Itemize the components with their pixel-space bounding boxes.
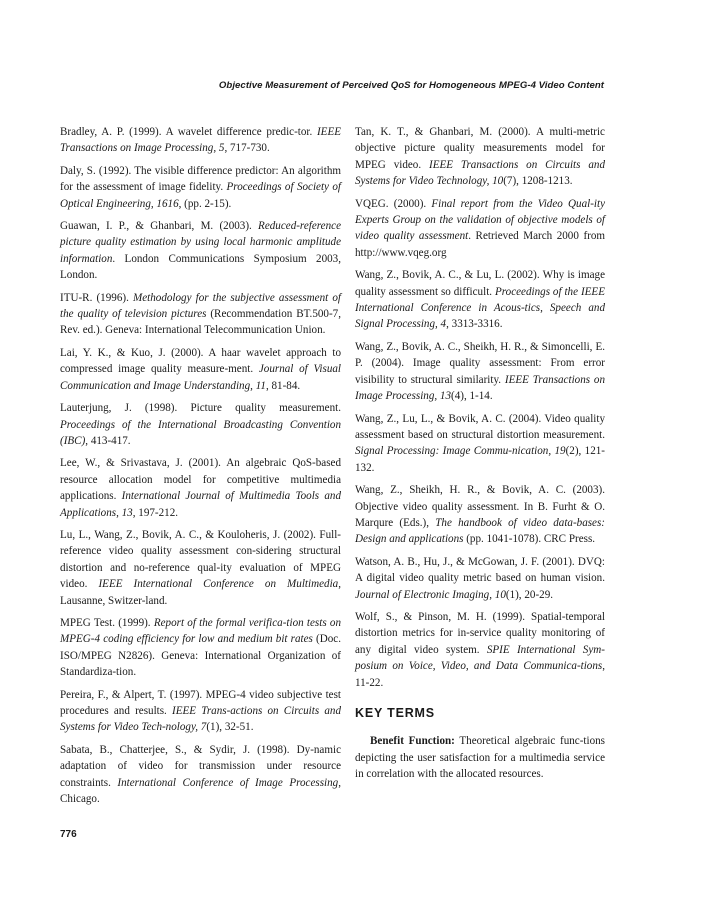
reference-entry: Sabata, B., Chatterjee, S., & Sydir, J. (1998). Dy-namic adaptation of video for transmission under resource constraints. International Conference of Image Processing, Chicago.: [60, 743, 341, 806]
reference-entry: Lee, W., & Srivastava, J. (2001). An algebraic QoS-based resource allocation model for competitive multimedia applications. International Journal of Multimedia Tools and Applications, 13, 197-212.: [60, 457, 342, 519]
reference-entry: Lauterjung, J. (1998). Picture quality measurement. Proceedings of the International Broadcasting Convention (IBC), 413-417.: [60, 402, 341, 447]
reference-entry: VQEG. (2000). Final report from the Video Qual-ity Experts Group on the validation of objective models of video quality assessment. Retrieved March 2000 from http://www.vqeg.org: [355, 197, 606, 259]
references-column-left: [60, 124, 341, 813]
reference-entry: ITU-R. (1996). Methodology for the subjective assessment of the quality of television pictures (Recommendation BT.500-7, Rev. ed.). Geneva: International Telecommunication Union.: [60, 291, 341, 337]
reference-entry: Guawan, I. P., & Ghanbari, M. (2003). Reduced-reference picture quality estimation by using local harmonic amplitude information. London Communications Symposium 2003, London.: [60, 220, 341, 282]
reference-entry: Wang, Z., Lu, L., & Bovik, A. C. (2004). Video quality assessment based on structural distortion measurement. Signal Processing: Image Commu-nication, 19(2), 121-132.: [355, 412, 605, 474]
running-header: Objective Measurement of Perceived QoS for Homogeneous MPEG-4 Video Content: [218, 80, 604, 91]
key-term-definition: Theoretical algebraic func-tions depicting the user satisfaction for a multimedia service in correlation with the allocated resources.: [355, 735, 605, 781]
reference-entry: Lai, Y. K., & Kuo, J. (2000). A haar wavelet approach to compressed image quality measure-ment. Journal of Visual Communication and Image Understanding, 11, 81-84.: [60, 346, 342, 392]
reference-entry: Pereira, F., & Alpert, T. (1997). MPEG-4 video subjective test procedures and results. IEEE Trans-actions on Circuits and Systems for Video Tech-nology, 7(1), 32-51.: [60, 688, 341, 734]
reference-entry: Wolf, S., & Pinson, M. H. (1999). Spatial-temporal distortion metrics for in-service quality monitoring of any digital video system. SPIE International Sym-posium on Voice, Video, and Data Communica-tions, 11-22.: [355, 610, 605, 689]
key-term-entry: [355, 733, 605, 782]
reference-entry: Wang, Z., Bovik, A. C., Sheikh, H. R., & Simoncelli, E. P. (2004). Image quality assessment: From error visibility to structural similarity. IEEE Transactions on Image Processing, 13(4), 1-14.: [355, 340, 605, 403]
page-number: 776: [60, 829, 77, 840]
reference-entry: Daly, S. (1992). The visible difference predictor: An algorithm for the assessment of image fidelity. Proceedings of Society of Optical Engineering, 1616, (pp. 2-15).: [60, 164, 341, 210]
key-terms-heading: KEY TERMS: [355, 706, 435, 720]
key-term-name: Benefit Function:: [370, 735, 455, 748]
reference-entry: MPEG Test. (1999). Report of the formal verifica-tion tests on MPEG-4 coding efficiency for low and medium bit rates (Doc. ISO/MPEG N2826). Geneva: International Organization of Standardiza-tion.: [60, 616, 341, 679]
reference-entry: Watson, A. B., Hu, J., & McGowan, J. F. (2001). DVQ: A digital video quality metric based on human vision. Journal of Electronic Imaging, 10(1), 20-29.: [355, 555, 605, 601]
reference-entry: Lu, L., Wang, Z., Bovik, A. C., & Kouloheris, J. (2002). Full-reference video quality assessment con-sidering structural distortion and no-reference qual-ity evaluation of MPEG video. IEEE International Conference on Multimedia, Lausanne, Switzer-land.: [60, 528, 341, 607]
references-column-right: [355, 124, 605, 783]
reference-entry: Wang, Z., Sheikh, H. R., & Bovik, A. C. (2003). Objective video quality assessment. In B. Furht & O. Marqure (Eds.), The handbook of video data-bases: Design and applications (pp. 1041-1078). CRC Press.: [355, 484, 605, 546]
reference-entry: Bradley, A. P. (1999). A wavelet difference predic-tor. IEEE Transactions on Image Processing, 5, 717-730.: [60, 126, 341, 155]
reference-entry: Tan, K. T., & Ghanbari, M. (2000). A multi-metric objective picture quality measurements model for MPEG video. IEEE Transactions on Circuits and Systems for Video Technology, 10(7), 1208-1213.: [355, 126, 605, 188]
reference-entry: Wang, Z., Bovik, A. C., & Lu, L. (2002). Why is image quality assessment so difficult. Proceedings of the IEEE International Conference in Acous-tics, Speech and Signal Processing, 4, 3313-3316.: [355, 269, 605, 331]
